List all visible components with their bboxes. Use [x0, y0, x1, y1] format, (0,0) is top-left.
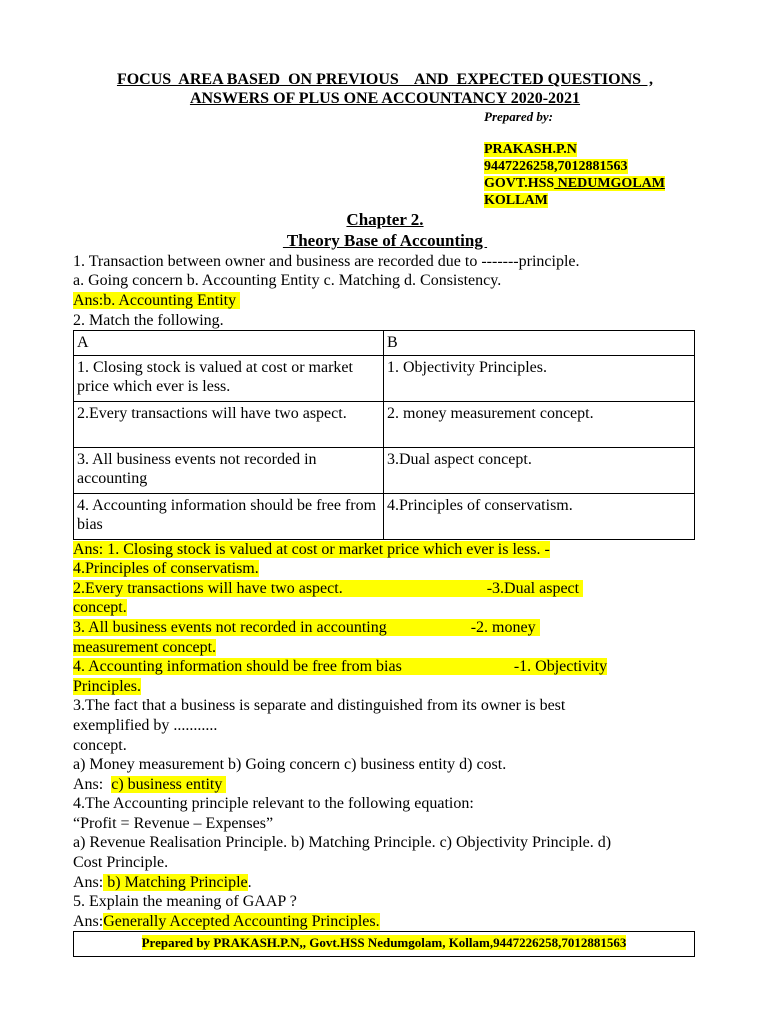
table-row: 4. Accounting information should be free from bias 4.Principles of conservatism. — [74, 494, 695, 540]
table-header-a: A — [74, 331, 384, 356]
q4-equation: “Profit = Revenue – Expenses” — [73, 815, 274, 832]
q2-answer-line: Principles. — [73, 678, 141, 695]
author-phone: 9447226258,7012881563 — [484, 159, 628, 174]
table-row: 3. All business events not recorded in accounting 3.Dual aspect concept. — [74, 448, 695, 494]
author-place: KOLLAM — [484, 193, 548, 208]
q3-options: a) Money measurement b) Going concern c) business entity d) cost. — [73, 756, 507, 773]
q2-answer-line: 4. Accounting information should be free from bias -1. Objectivity — [73, 658, 608, 675]
chapter-number: Chapter 2. — [346, 210, 424, 229]
q2-question: 2. Match the following. — [73, 312, 224, 329]
footer-text: Prepared by PRAKASH.P.N,, Govt.HSS Nedumgolam, Kollam,9447226258,7012881563 — [141, 935, 627, 950]
q1-question: 1. Transaction between owner and business are recorded due to -------principle. — [73, 253, 580, 270]
table-header-b: B — [384, 331, 695, 356]
match-table — [73, 330, 695, 540]
q2-answer-line: 3. All business events not recorded in accounting -2. money — [73, 619, 540, 636]
title-line-1: FOCUS AREA BASED ON PREVIOUS AND EXPECTED QUESTIONS , — [116, 71, 654, 88]
title-line-2: ANSWERS OF PLUS ONE ACCOUNTANCY 2020-2021 — [189, 90, 581, 107]
author-school-name: NEDUMGOLAM — [554, 176, 665, 191]
q2-answer-line: concept. — [73, 599, 127, 616]
table-row: 2.Every transactions will have two aspect. 2. money measurement concept. — [74, 402, 695, 448]
q4-answer: Ans: b) Matching Principle. — [73, 874, 252, 891]
q5-question: 5. Explain the meaning of GAAP ? — [73, 893, 297, 910]
chapter-name: Theory Base of Accounting — [282, 231, 488, 250]
q3-answer: Ans: c) business entity — [73, 776, 227, 793]
q4-options-line-1: a) Revenue Realisation Principle. b) Matching Principle. c) Objectivity Principle. d) — [73, 834, 612, 851]
q5-answer: Ans:Generally Accepted Accounting Principles. — [73, 913, 380, 930]
document-title — [60, 70, 710, 108]
q4-options-line-2: Cost Principle. — [73, 854, 169, 871]
table-row: 1. Closing stock is valued at cost or market price which ever is less. 1. Objectivity Principles. — [74, 356, 695, 402]
author-name: PRAKASH.P.N — [484, 142, 577, 157]
q4-question: 4.The Accounting principle relevant to the following equation: — [73, 795, 474, 812]
q3-question-line-3: concept. — [73, 737, 127, 754]
q2-answer-line: 4.Principles of conservatism. — [73, 560, 259, 577]
prepared-by-label: Prepared by: — [484, 109, 553, 124]
author-school-prefix: GOVT.HSS — [484, 176, 555, 191]
author-block — [484, 141, 665, 209]
q3-question-line-2: exemplified by ........... — [73, 717, 218, 734]
q2-answer-line: 2.Every transactions will have two aspect. -3.Dual aspect — [73, 580, 584, 597]
q1-answer: Ans:b. Accounting Entity — [73, 292, 241, 309]
footer-box — [73, 931, 695, 957]
q2-answer-line: measurement concept. — [73, 639, 217, 656]
q1-options: a. Going concern b. Accounting Entity c. Matching d. Consistency. — [73, 272, 502, 289]
q3-question-line-1: 3.The fact that a business is separate and distinguished from its owner is best — [73, 697, 566, 714]
q2-answer-line: Ans: 1. Closing stock is valued at cost or market price which ever is less. - — [73, 541, 550, 558]
